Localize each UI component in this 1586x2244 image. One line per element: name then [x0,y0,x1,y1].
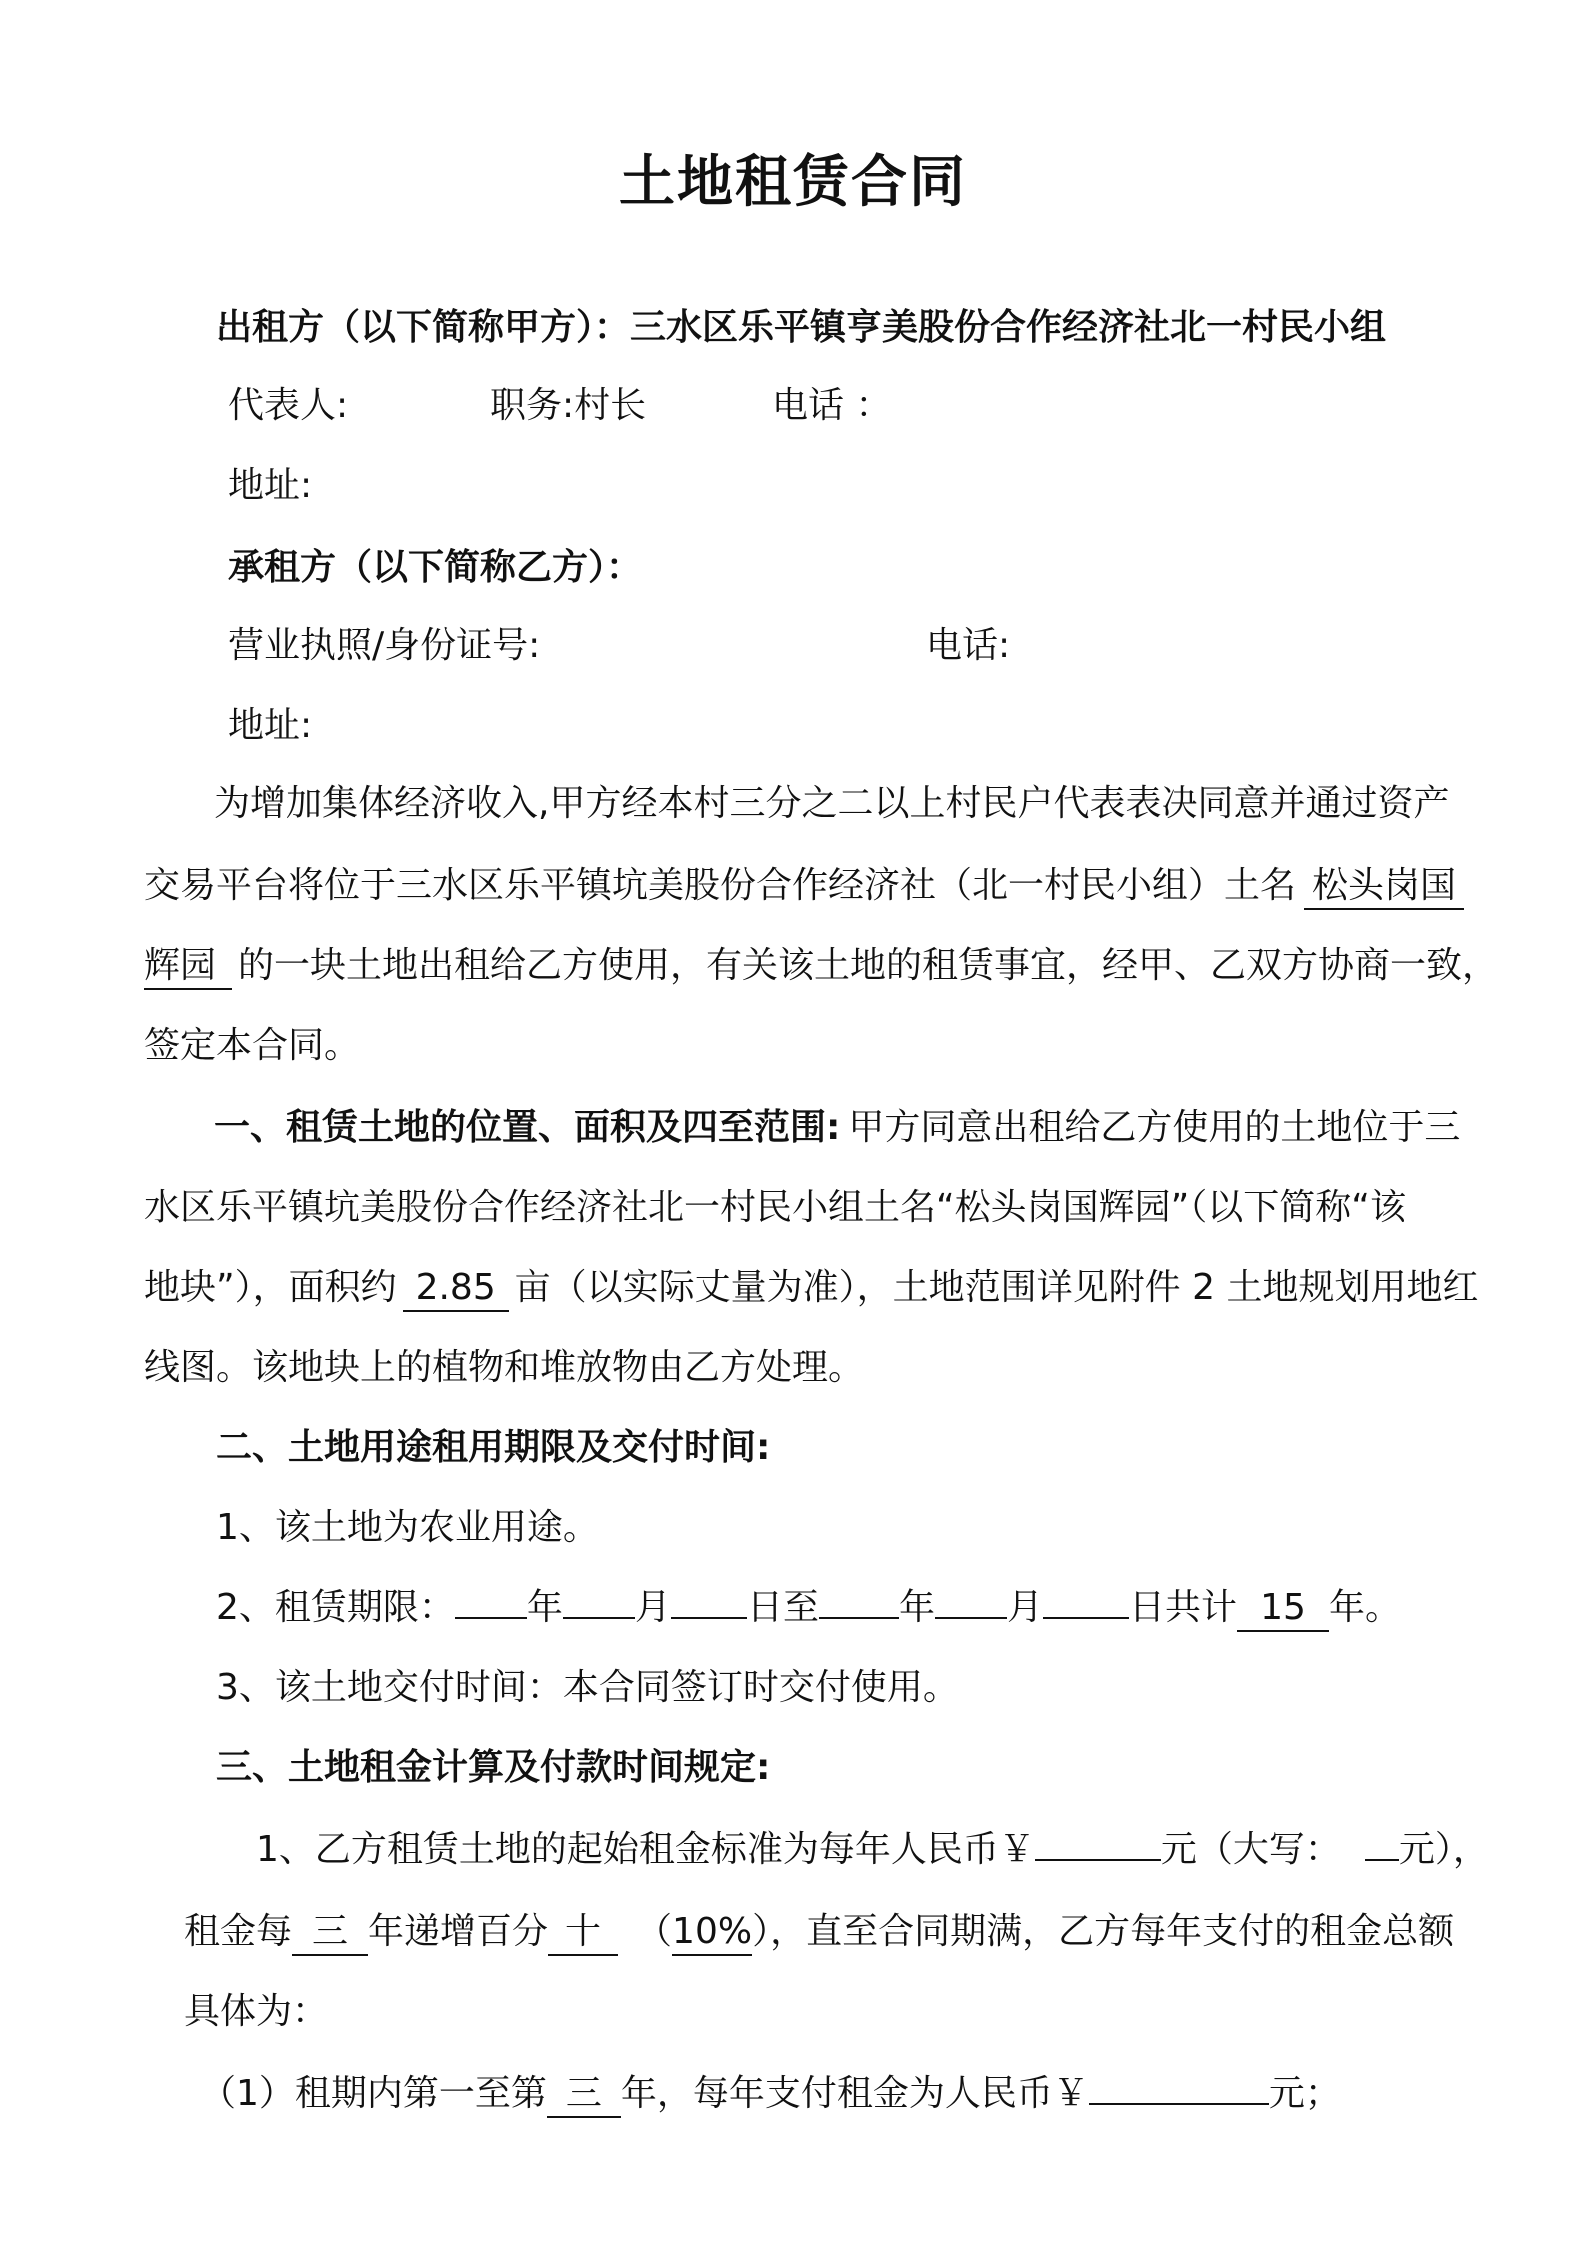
lessor-phone-label: 电话 ： [772,385,892,426]
rent-total-text: ），直至合同期满，乙方每年支付的租金总额 [752,1911,1455,1952]
document-title: 土地租赁合同 [619,150,967,215]
rent-capital-text: 元（大写： [1160,1829,1341,1870]
section2-item-3: 3、该土地交付时间：本合同签订时交付使用。 [216,1667,959,1708]
end-month-blank [935,1617,1007,1619]
sub1-text-a: （1）租期内第一至第 [200,2073,547,2114]
paren-open: （ [636,1911,673,1952]
rent-amount-blank [1035,1859,1161,1861]
rent-capital-end: 元）， [1398,1829,1489,1870]
lessee-phone-label: 电话: [926,625,1011,666]
intro-line-4: 签定本合同。 [144,1025,361,1066]
lessee-license-label: 营业执照/身份证号: [228,625,541,666]
start-month-blank [563,1617,635,1619]
lessor-position: 职务:村长 [490,385,647,426]
lessor-rep-line [228,382,348,430]
land-name-blank-b: 辉园 [144,944,232,990]
end-day-unit: 日共计 [1128,1587,1237,1628]
intro-line-2-text: 交易平台将位于三水区乐平镇坑美股份合作经济社（北一村民小组）土名 [144,865,1297,906]
increase-percent-cn-blank: 十 [548,1910,618,1956]
start-day-unit: 日至 [746,1587,819,1628]
start-month-unit: 月 [634,1587,671,1628]
rent-start-text: 1、乙方租赁土地的起始租金标准为每年人民币￥ [256,1829,1035,1870]
end-day-blank [1043,1617,1129,1619]
lessor-label: 出租方（以下简称甲方）： [216,307,631,348]
section3-line-3: 具体为： [184,1991,329,2032]
land-name-blank-a: 松头岗国 [1304,864,1464,910]
rent-increase-text: 年递增百分 [368,1911,549,1952]
total-years-unit: 年。 [1329,1587,1402,1628]
lessor-line [216,304,1386,352]
rent-capital-blank [1365,1859,1399,1861]
end-year-unit: 年 [898,1587,935,1628]
section3-item-1 [256,1826,1489,1874]
section1-line-1-text: 甲方同意出租给乙方使用的土地位于三 [848,1107,1461,1148]
rent-every-text: 租金每 [184,1911,293,1952]
intro-line-3 [144,942,1498,990]
sub1-years-blank: 三 [547,2072,621,2118]
representative-label: 代表人: [228,385,349,426]
start-day-blank [671,1617,747,1619]
total-years-blank: 15 [1237,1586,1329,1632]
end-year-blank [819,1617,899,1619]
intro-line-1: 为增加集体经济收入,甲方经本村三分之二以上村民户代表表决同意并通过资产 [214,783,1450,824]
section1-heading: 一、租赁土地的位置、面积及四至范围: [214,1107,841,1148]
section3-sub-1 [200,2070,1341,2118]
lessor-name: 三水区乐平镇亨美股份合作经济社北一村民小组 [630,307,1387,348]
lease-term-label: 2、租赁期限： [216,1587,455,1628]
intro-line-2 [144,862,1464,910]
end-month-unit: 月 [1006,1587,1043,1628]
lessor-address-label: 地址: [228,465,313,506]
intro-line-3-text: 的一块土地出租给乙方使用，有关该土地的租赁事宜，经甲、乙双方协商一致， [238,945,1499,986]
area-blank: 2.85 [403,1266,509,1312]
section1-line-3 [144,1264,1478,1312]
section2-item-1: 1、该土地为农业用途。 [216,1507,599,1548]
section1-line-3-a: 地块”），面积约 [144,1267,397,1308]
increase-years-blank: 三 [292,1910,368,1956]
section2-item-2 [216,1584,1401,1632]
lessee-label: 承租方（以下简称乙方）： [228,547,643,588]
increase-percent-num-blank: 10% [672,1910,752,1956]
sub1-amount-blank [1089,2103,1269,2105]
section1-line-1 [214,1104,1460,1152]
section3-heading: 三、土地租金计算及付款时间规定: [216,1747,771,1788]
start-year-blank [455,1617,527,1619]
section1-line-4: 线图。该地块上的植物和堆放物由乙方处理。 [144,1347,865,1388]
lessee-address-label: 地址: [228,705,313,746]
sub1-text-c: 元； [1268,2073,1341,2114]
section3-line-2 [184,1908,1454,1956]
section1-line-3-b: 亩（以实际丈量为准），土地范围详见附件 2 土地规划用地红 [514,1267,1479,1308]
start-year-unit: 年 [526,1587,563,1628]
sub1-text-b: 年，每年支付租金为人民币￥ [620,2073,1089,2114]
section1-line-2: 水区乐平镇坑美股份合作经济社北一村民小组土名“松头岗国辉园”（以下简称“该 [144,1187,1406,1228]
section2-heading: 二、土地用途租用期限及交付时间: [216,1427,771,1468]
